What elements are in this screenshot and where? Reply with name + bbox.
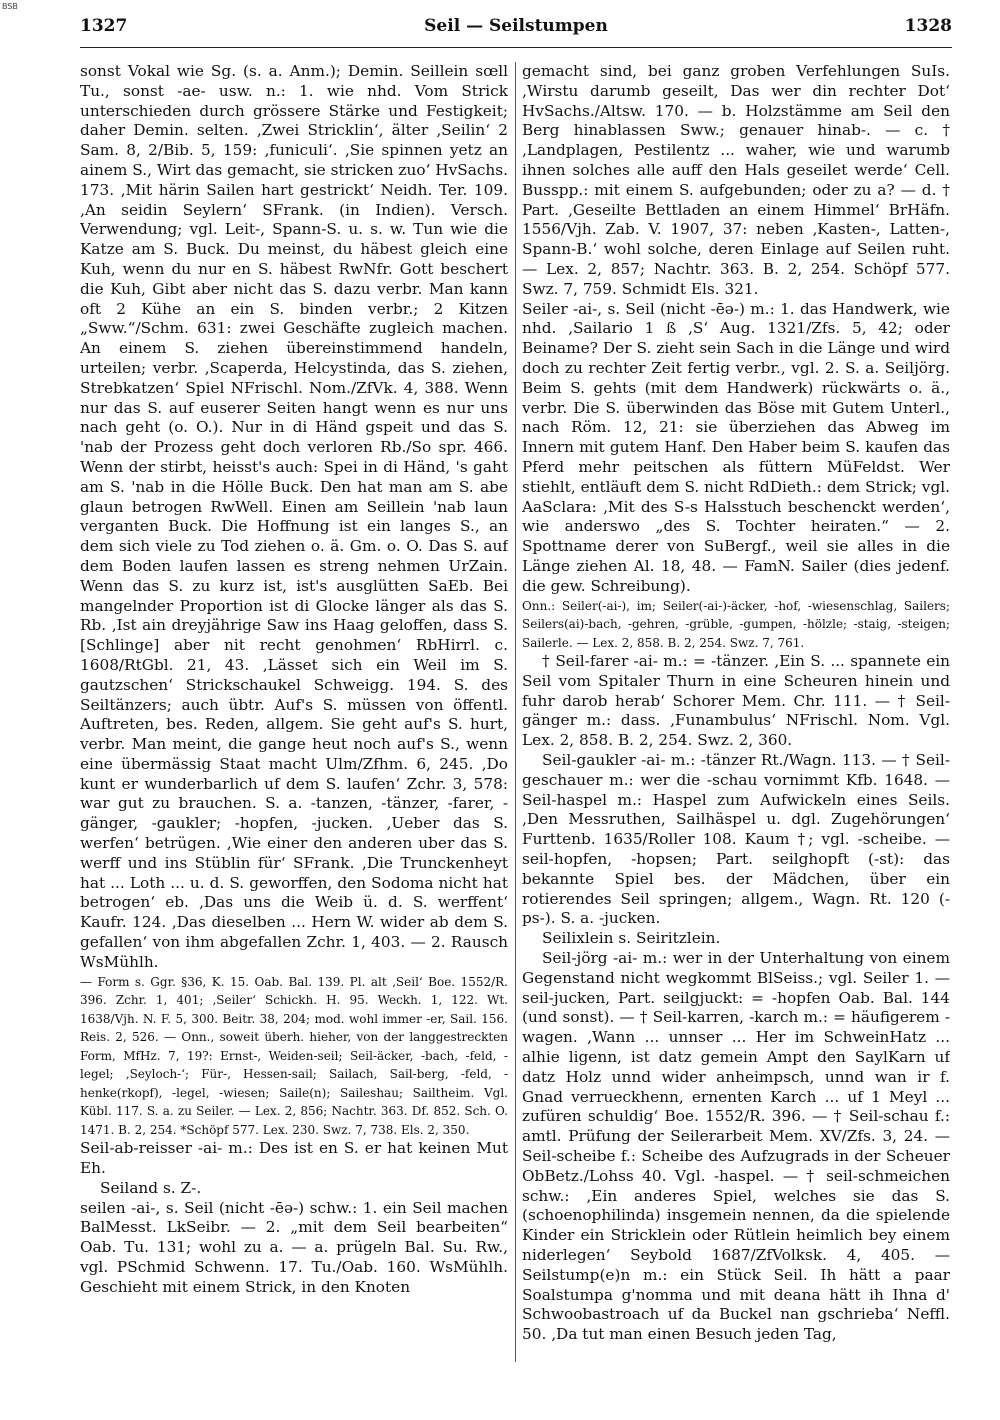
column-divider	[515, 62, 516, 1362]
running-title: Seil — Seilstumpen	[424, 16, 608, 36]
left-paragraph: seilen -ai-, s. Seil (nicht -ēə-) schw.: 1. ein Seil machen BalMesst. LkSeibr. — 2. „mit dem Seil bearbeiten“ Oab. Tu. 131; wohl zu a. — a. prügeln Bal. Su. Rw., vgl. PSchmid Schwenn. 17. Tu./Oab. 160. WsMühlh. Geschieht mit einem Strick, in den Knoten	[80, 1198, 508, 1296]
library-stamp: BSB	[2, 2, 18, 11]
left-column	[80, 62, 508, 1362]
right-paragraph: Seilixlein s. Seiritzlein.	[542, 929, 721, 948]
right-paragraph: Seiler -ai-, s. Seil (nicht -ēə-) m.: 1. das Handwerk, wie nhd. ‚Sailario 1 ß ‚S‘ Aug. 1321/Zfs. 5, 42; oder Beiname? Der S. zieht sein Sach in die Länge und wird doch zu rechter Zeit fertig verbr., vgl. 2. S. a. Seiljörg. Beim S. gehts (mit dem Handwerk) rückwärts o. ä., verbr. Die S. überwinden das Böse mit Gutem Unterl., nach Röm. 12, 21: sie überziehen das Abweg im Innern mit gutem Hanf. Den Haber beim S. kaufen das Pferd mehr peitschen als füttern MüFeldst. Wer stiehlt, entläuft dem S. nicht RdDieth.: dem Strick; vgl. AaSclara: ‚Mit des S-s Halsstuch beschenckt werden‘, wie anderswo „des S. Tochter heiraten.“ — 2. Spottname derer von SuBergf., weil sie alles in die Länge ziehen Al. 18, 48. — FamN. Sailer (dies jedenf. die gew. Schreibung).	[522, 299, 950, 595]
page-number-left: 1327	[80, 16, 128, 36]
left-paragraph: Seil-ab-reisser -ai- m.: Des ist en S. er hat keinen Mut Eh.	[80, 1139, 508, 1177]
right-column	[522, 62, 950, 1362]
page-header	[80, 16, 952, 44]
header-rule	[80, 47, 952, 48]
page-number-right: 1328	[904, 16, 952, 36]
left-paragraph: sonst Vokal wie Sg. (s. a. Anm.); Demin. Seillein sœll Tu., sonst -ae- usw. n.: 1. wie nhd. Vom Strick unterschieden durch grössere Stärke und Festigkeit; daher Demin. selten. ‚Zwei Stricklin‘, älter ‚Seilin‘ 2 Sam. 8, 2/Bib. 5, 159: ‚funiculi‘. ‚Sie spinnen yetz an ainem S., Wirt das gemacht, sie stricken zuo‘ HvSachs. 173. ‚Mit härin Sailen hart gestrickt‘ Neidh. Ter. 109. ‚An seidin Seylern‘ SFrank. (in Indien). Versch. Verwendung; vgl. Leit-, Spann-S. u. s. w. Tun wie die Katze am S. Buck. Du meinst, du häbest gleich eine Kuh, wenn du nur en S. häbest RwNfr. Gott beschert die Kuh, Gibt aber nicht das S. dazu verbr. Man kann oft 2 Kühe an ein S. binden verbr.; 2 Kitzen „Sww.“/Schm. 631: zwei Geschäfte zugleich machen. An einem S. ziehen übereinstimmend handeln, urteilen; verbr. ‚Scaperda, Helcystinda, das S. ziehen, Strebkatzen‘ Spiel NFrischl. Nom./ZfVk. 4, 388. Wenn nur das S. auf euserer Seiten hangt wenn es nur uns nach geht (o. O.). Nur in di Händ gspeit und das S. 'nab der Prozess geht doch verloren Rb./So spr. 466. Wenn der stirbt, heisst's auch: Spei in di Händ, 's gaht am S. 'nab in die Hölle Buck. Den hat man am S. abe glaun betrogen RwWell. Einen am Seillein 'nab laun verganten Buck. Die Hoffnung ist ein langes S., an dem sich viele zu Tod ziehen o. ä. Gm. o. O. Das S. auf dem Boden laufen lassen es streng nehmen UrZain. Wenn das S. zu kurz ist, ist's ausglütten SaEb. Bei mangelnder Proportion ist di Glocke länger als das S. Rb. ‚Ist ain dreyjährige Saw ins Haag geloffen, dass S. [Schlinge] aber nit recht genohmen‘ RbHirrl. c. 1608/RtGbl. 21, 43. ‚Lässet sich ein Weil im S. gautzschen‘ Strickschaukel Schweigg. 194. S. des Seiltänzers; auch übtr. Auf's S. müssen von öffentl. Auftreten, bes. Reden, allgem. Sie geht auf's S. hurt, verbr. Man meint, die gange heut noch auf's S., wenn eine übermässig Staat macht Ulm/Zfhm. 6, 245. ‚Do kunt er wunderbarlich uf dem S. laufen‘ Zchr. 3, 578: war gut zu brauchen. S. a. -tanzen, -tänzer, -farer, -gänger, -gaukler; -hopfen, -jucken. ‚Ueber das S. werfen‘ betrügen. ‚Wie einer den anderen uber das S. werff und ins Stüblin für‘ SFrank. ‚Die Trunckenheyt hat ... Loth ... u. d. S. geworffen, den Sodoma nicht hat betrogen‘ eb. ‚Das uns die Weib ü. d. S. werffent‘ Kaufr. 124. ‚Das dieselben ... Hern W. wider ab dem S. gefallen‘ von ihm abgefallen Zchr. 1, 403. — 2. Rausch WsMühlh.	[80, 62, 508, 971]
right-paragraph: Seil-jörg -ai- m.: wer in der Unterhaltung von einem Gegenstand nicht wegkommt BlSeiss.; vgl. Seiler 1. — seil-jucken, Part. seilgjuckt: = -hopfen Oab. Bal. 144 (und sonst). — † Seil-karren, -karch m.: = häufigerem -wagen. ‚Wann ... unnser ... Her im SchweinHatz ... alhie ligenn, ist datz gemein Ampt den SaylKarn uf datz Holz unnd wider anheimpsch, unnd wan ir f. Gnad verrueckhenn, ernenten Karch ... uf 1 Meyl ... zufüren schuldig‘ Boe. 1552/R. 396. — † Seil-schau f.: amtl. Prüfung der Seilerarbeit Mem. XV/Zfs. 3, 24. — Seil-scheibe f.: Scheibe des Aufzugrads in der Scheuer ObBetz./Lohss 40. Vgl. -haspel. — † seil-schmeichen schw.: ‚Ein anderes Spiel, welches sie das S. (schoenophilinda) insgemein nennen, da die spielende Kinder ein Stricklein oder Rütlein heimlich bey einem niderlegen‘ Seybold 1687/ZfVolksk. 4, 405. — Seilstump(e)n m.: ein Stück Seil. Ih hätt a paar Soalstumpa g'nomma und mit deana hätt ih Ihna d' Schwoobastroach uf da Buckel nan gschrieba‘ Neffl. 50. ‚Da tut man einen Besuch jeden Tag,	[522, 948, 950, 1344]
right-paragraph: Onn.: Seiler(-ai-), im; Seiler(-ai-)-äcker, -hof, -wiesenschlag, Sailers; Seilers(ai)-bach, -gehren, -grüble, -gumpen, -hölzle; -staig, -steigen; Sailerle. — Lex. 2, 858. B. 2, 254. Swz. 7, 761.	[522, 598, 950, 650]
left-paragraph: Seiland s. Z-.	[100, 1178, 202, 1197]
right-paragraph: gemacht sind, bei ganz groben Verfehlungen SuIs. ‚Wirstu darumb geseilt, Das wer din rechter Dot‘ HvSachs./Altsw. 170. — b. Holzstämme am Seil den Berg hinablassen Sww.; genauer hinab-. — c. † ‚Landplagen, Pestilentz ... waher, wie und warumb ihnen solches alle auff den Hals geseilet werde‘ Cell. Busspp.: mit einem S. aufgebunden; oder zu a? — d. † Part. ‚Geseilte Bettladen an einem Himmel‘ BrHäfn. 1556/Vjh. Zab. V. 1907, 37: neben ‚Kasten-, Latten-, Spann-B.‘ wohl solche, deren Einlage auf Seilen ruht. — Lex. 2, 857; Nachtr. 363. B. 2, 254. Schöpf 577. Swz. 7, 759. Schmidt Els. 321.	[522, 62, 950, 298]
right-paragraph: † Seil-farer -ai- m.: = -tänzer. ‚Ein S. ... spannete ein Seil vom Spitaler Thurn in eine Scheuren hinein und fuhr darob herab‘ Schorer Mem. Chr. 111. — † Seil-gänger m.: dass. ‚Funambulus‘ NFrischl. Nom. Vgl. Lex. 2, 858. B. 2, 254. Swz. 2, 360.	[522, 652, 950, 750]
right-paragraph: Seil-gaukler -ai- m.: -tänzer Rt./Wagn. 113. — † Seil-geschauer m.: wer die -schau vornimmt Kfb. 1648. — Seil-haspel m.: Haspel zum Aufwickeln eines Seils. ‚Den Messruthen, Sailhäspel u. dgl. Zugehörungen‘ Furttenb. 1635/Roller 108. Kaum †; vgl. -scheibe. — seil-hopfen, -hopsen; Part. seilghopft (-st): das bekannte Spiel bes. der Mädchen, über ein rotierendes Seil springen; allgem., Wagn. Rt. 120 (-ps-). S. a. -jucken.	[522, 751, 950, 928]
left-paragraph: — Form s. Ggr. §36, K. 15. Oab. Bal. 139. Pl. alt ‚Seil‘ Boe. 1552/R. 396. Zchr. 1, 401; ‚Seiler‘ Schickh. H. 95. Weckh. 1, 122. Wt. 1638/Vjh. N. F. 5, 300. Beitr. 38, 204; mod. wohl immer -er, Sail. 156. Reis. 2, 526. — Onn., soweit überh. hieher, von der langgestreckten Form, MfHz. 7, 19?: Ernst-, Weiden-seil; Seil-äcker, -bach, -feld, -legel; ‚Seyloch-‘; Für-, Hessen-sail; Sailach, Sail-berg, -feld, -henke(rkopf), -legel, -wiesen; Saile(n); Saileshau; Sailtheim. Vgl. Kübl. 117. S. a. zu Seiler. — Lex. 2, 856; Nachtr. 363. Df. 852. Sch. O. 1471. B. 2, 254. *Schöpf 577. Lex. 230. Swz. 7, 738. Els. 2, 350.	[80, 974, 508, 1137]
